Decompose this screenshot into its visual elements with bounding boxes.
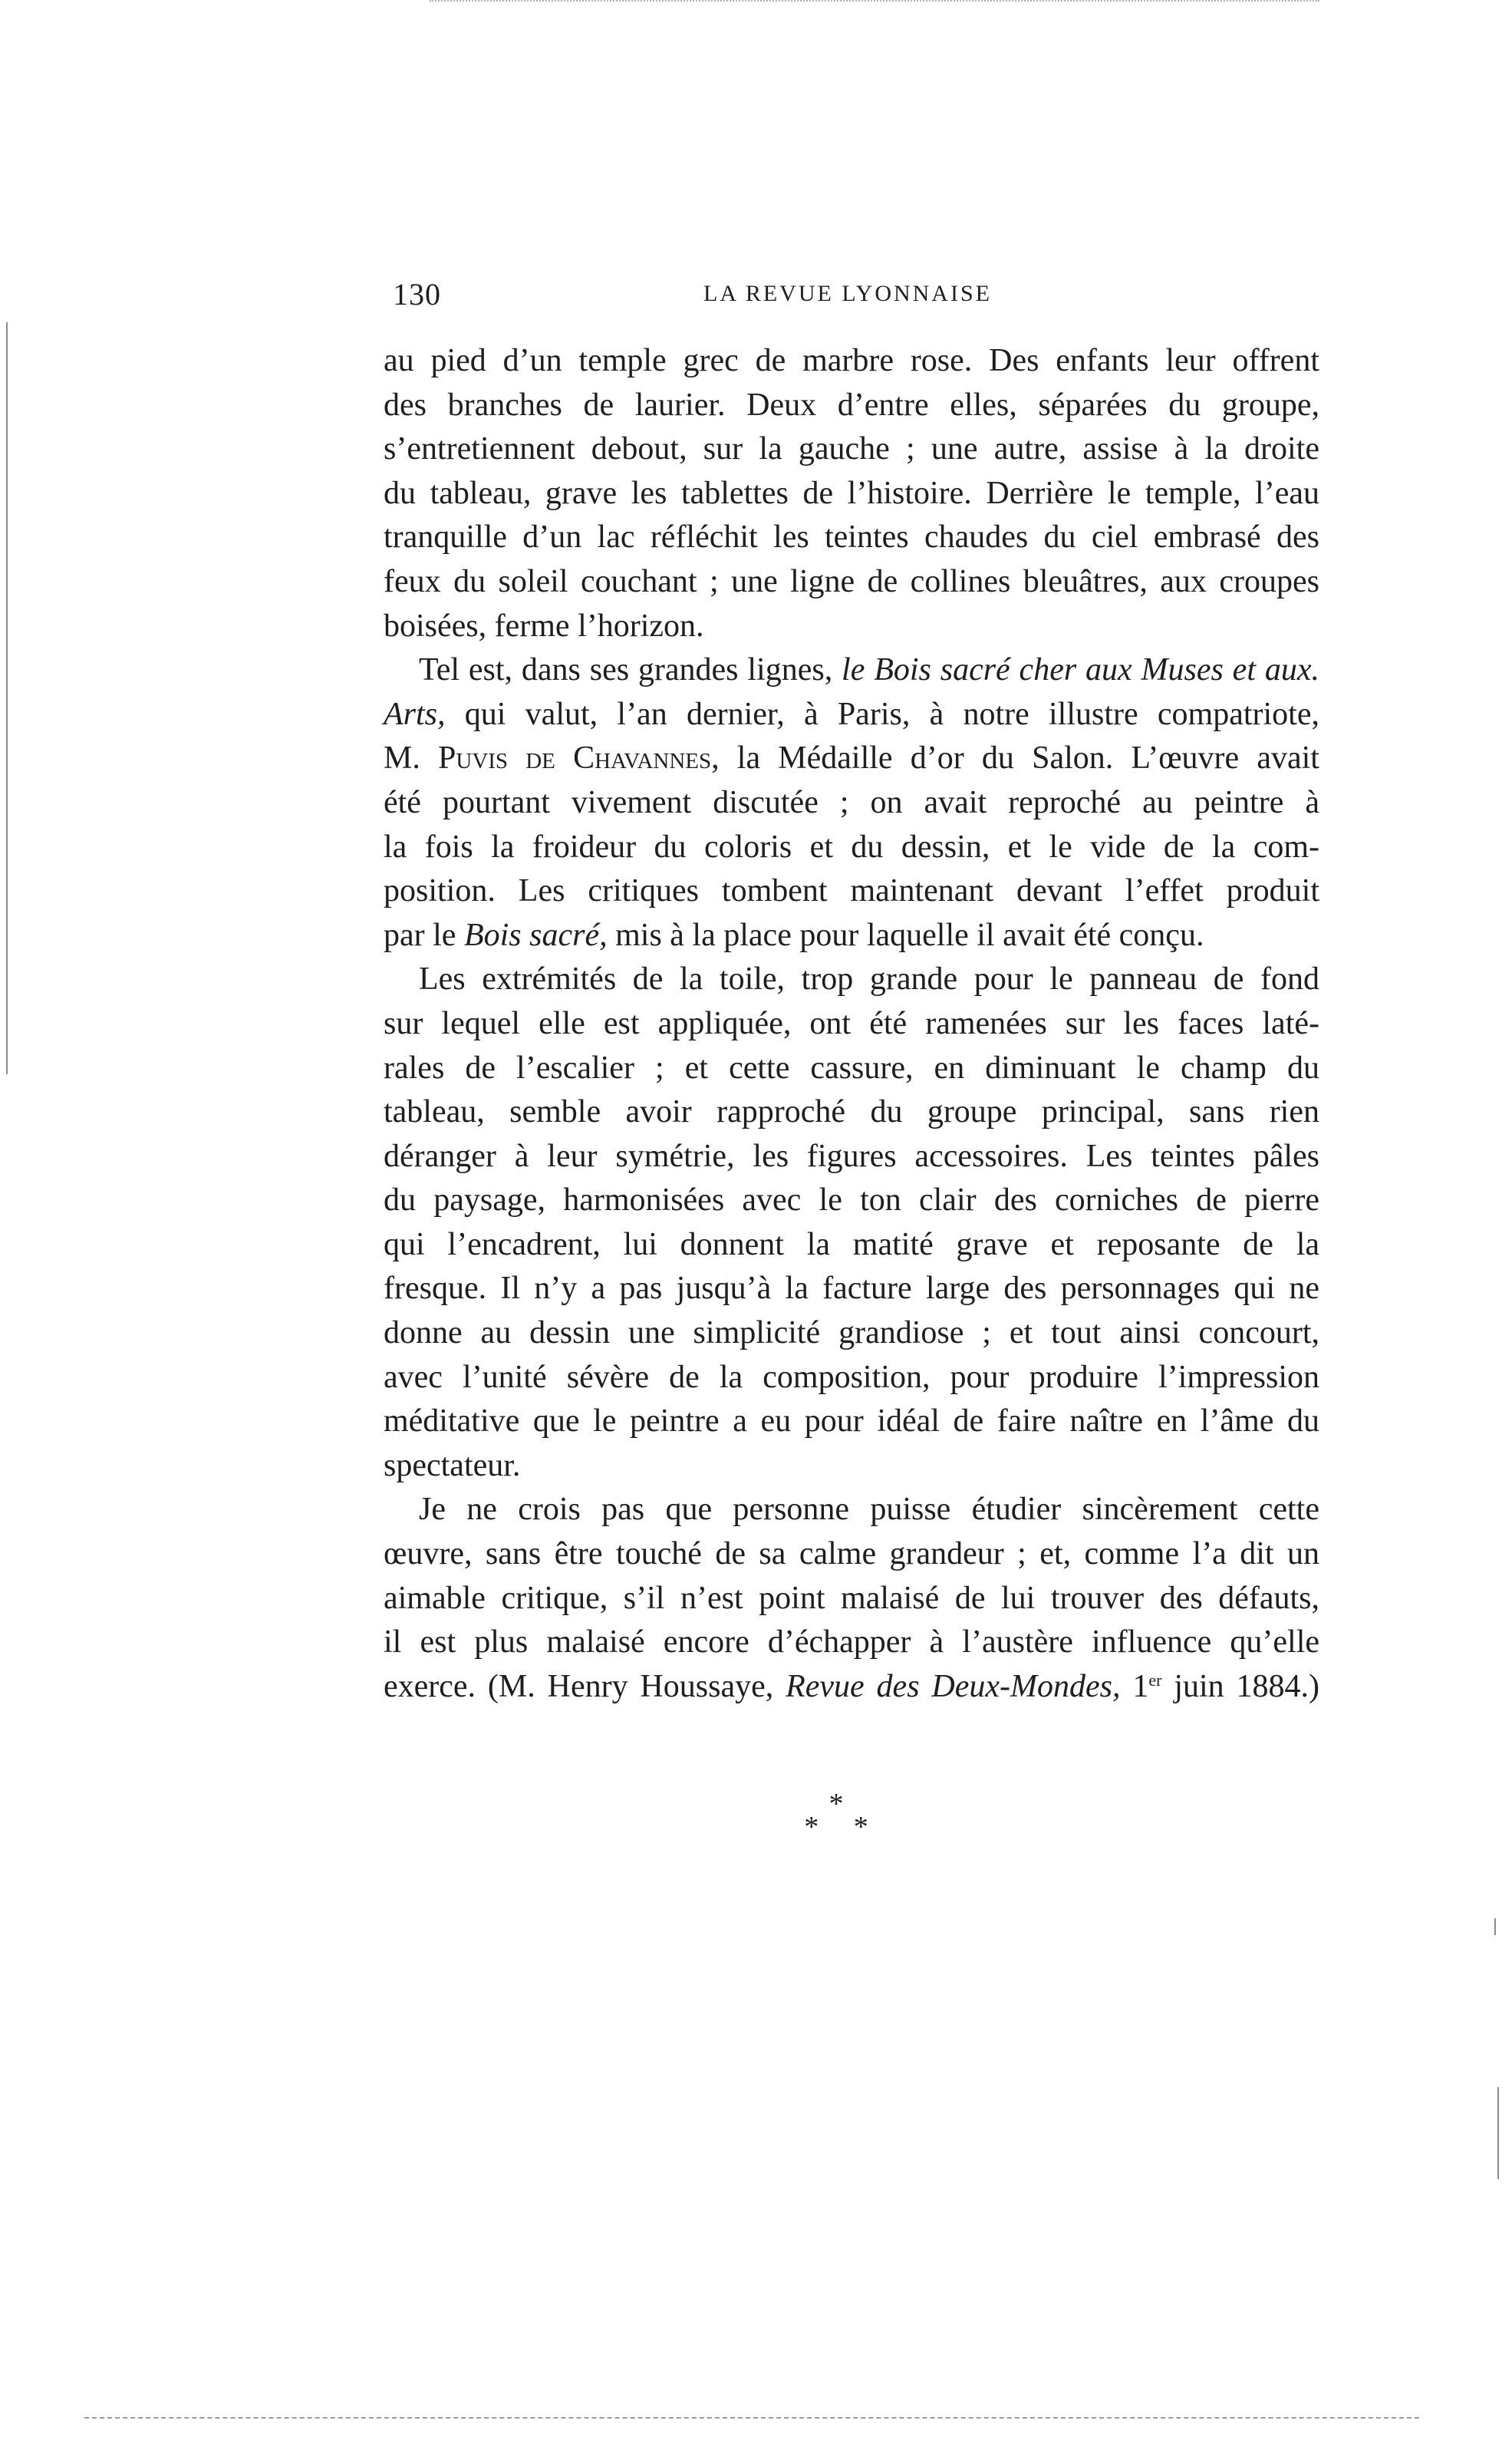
page-header	[393, 276, 1303, 322]
text-line: des branches de laurier. Deux d’entre elles, séparées du groupe,	[384, 387, 1319, 423]
text-line: déranger à leur symétrie, les figures accessoires. Les teintes pâles	[384, 1138, 1319, 1174]
italic-title: Arts,	[384, 696, 446, 732]
text-line: été pourtant vivement discutée ; on avait reproché au peintre à	[384, 784, 1319, 820]
text-line: la fois la froideur du coloris et du dessin, et le vide de la com-	[384, 829, 1319, 865]
text-line: au pied d’un temple grec de marbre rose. Des enfants leur offrent	[384, 343, 1319, 378]
asterism-bottom: * *	[804, 1811, 882, 1843]
text-line: M. Puvis de Chavannes, la Médaille d’or du Salon. L’œuvre avait	[384, 740, 1319, 777]
text-line: du paysage, harmonisées avec le ton clair des corniches de pierre	[384, 1182, 1319, 1218]
text-line: il est plus malaisé encore d’échapper à l’austère influence qu’elle	[384, 1624, 1319, 1660]
text-line: méditative que le peintre a eu pour idéal de faire naître en l’âme du	[384, 1403, 1319, 1439]
asterism-top: *	[828, 1788, 844, 1820]
text-line: avec l’unité sévère de la composition, pour produire l’impression	[384, 1359, 1319, 1395]
text-line: fresque. Il n’y a pas jusqu’à la facture large des personnages qui ne	[384, 1271, 1319, 1307]
text-line: Les extrémités de la toile, trop grande pour le panneau de fond	[419, 961, 1319, 998]
text-line: Je ne crois pas que personne puisse étudier sincèrement cette	[419, 1492, 1319, 1528]
text-line: aimable critique, s’il n’est point malaisé de lui trouver des défauts,	[384, 1580, 1319, 1616]
asterism-separator	[790, 1788, 882, 1843]
scan-margin-mark	[1494, 1918, 1496, 1935]
painter-name: Puvis de Chavannes	[438, 740, 712, 777]
ordinal-superscript: er	[1148, 1670, 1162, 1690]
text-line: Arts, qui valut, l’an dernier, à Paris, à notre illustre compatriote,	[384, 696, 1319, 732]
italic-title: Bois sacré,	[463, 917, 608, 953]
page-number: 130	[393, 277, 441, 312]
text-line: feux du soleil couchant ; une ligne de collines bleuâtres, aux croupes	[384, 563, 1319, 599]
text-line: du tableau, grave les tablettes de l’histoire. Derrière le temple, l’eau	[384, 475, 1319, 511]
text-line: s’entretiennent debout, sur la gauche ; une autre, assise à la droite	[384, 431, 1319, 467]
text-line: Tel est, dans ses grandes lignes, le Bois sacré cher aux Muses et aux.	[419, 652, 1319, 688]
running-title: LA REVUE LYONNAISE	[703, 281, 992, 306]
body-text	[384, 339, 1319, 1709]
text-line: tranquille d’un lac réfléchit les teintes chaudes du ciel embrasé des	[384, 519, 1319, 556]
text-line: rales de l’escalier ; et cette cassure, en diminuant le champ du	[384, 1050, 1319, 1086]
scan-margin-mark	[1497, 2087, 1499, 2179]
scan-bottom-edge	[84, 2417, 1419, 2420]
scan-margin-mark	[6, 322, 8, 1074]
text-line: tableau, semble avoir rapproché du groupe principal, sans rien	[384, 1094, 1319, 1130]
text-line: qui l’encadrent, lui donnent la matité grave et reposante de la	[384, 1226, 1319, 1262]
italic-title: Revue des Deux-Mondes,	[786, 1668, 1121, 1704]
text-line: boisées, ferme l’horizon.	[384, 608, 704, 644]
italic-title: le Bois sacré cher aux Muses et aux.	[842, 652, 1319, 688]
text-line: donne au dessin une simplicité grandiose ; et tout ainsi concourt,	[384, 1315, 1319, 1351]
text-line: sur lequel elle est appliquée, ont été ramenées sur les faces laté-	[384, 1005, 1319, 1041]
text-line: exerce. (M. Henry Houssaye, Revue des Deux-Mondes, 1er juin 1884.)	[384, 1668, 1320, 1704]
text-line: œuvre, sans être touché de sa calme grandeur ; et, comme l’a dit un	[384, 1536, 1319, 1572]
text-line: position. Les critiques tombent maintenant devant l’effet produit	[384, 873, 1319, 909]
text-line: par le Bois sacré, mis à la place pour laquelle il avait été conçu.	[384, 917, 1204, 953]
text-line: spectateur.	[384, 1447, 521, 1483]
scan-top-edge	[430, 0, 1319, 3]
